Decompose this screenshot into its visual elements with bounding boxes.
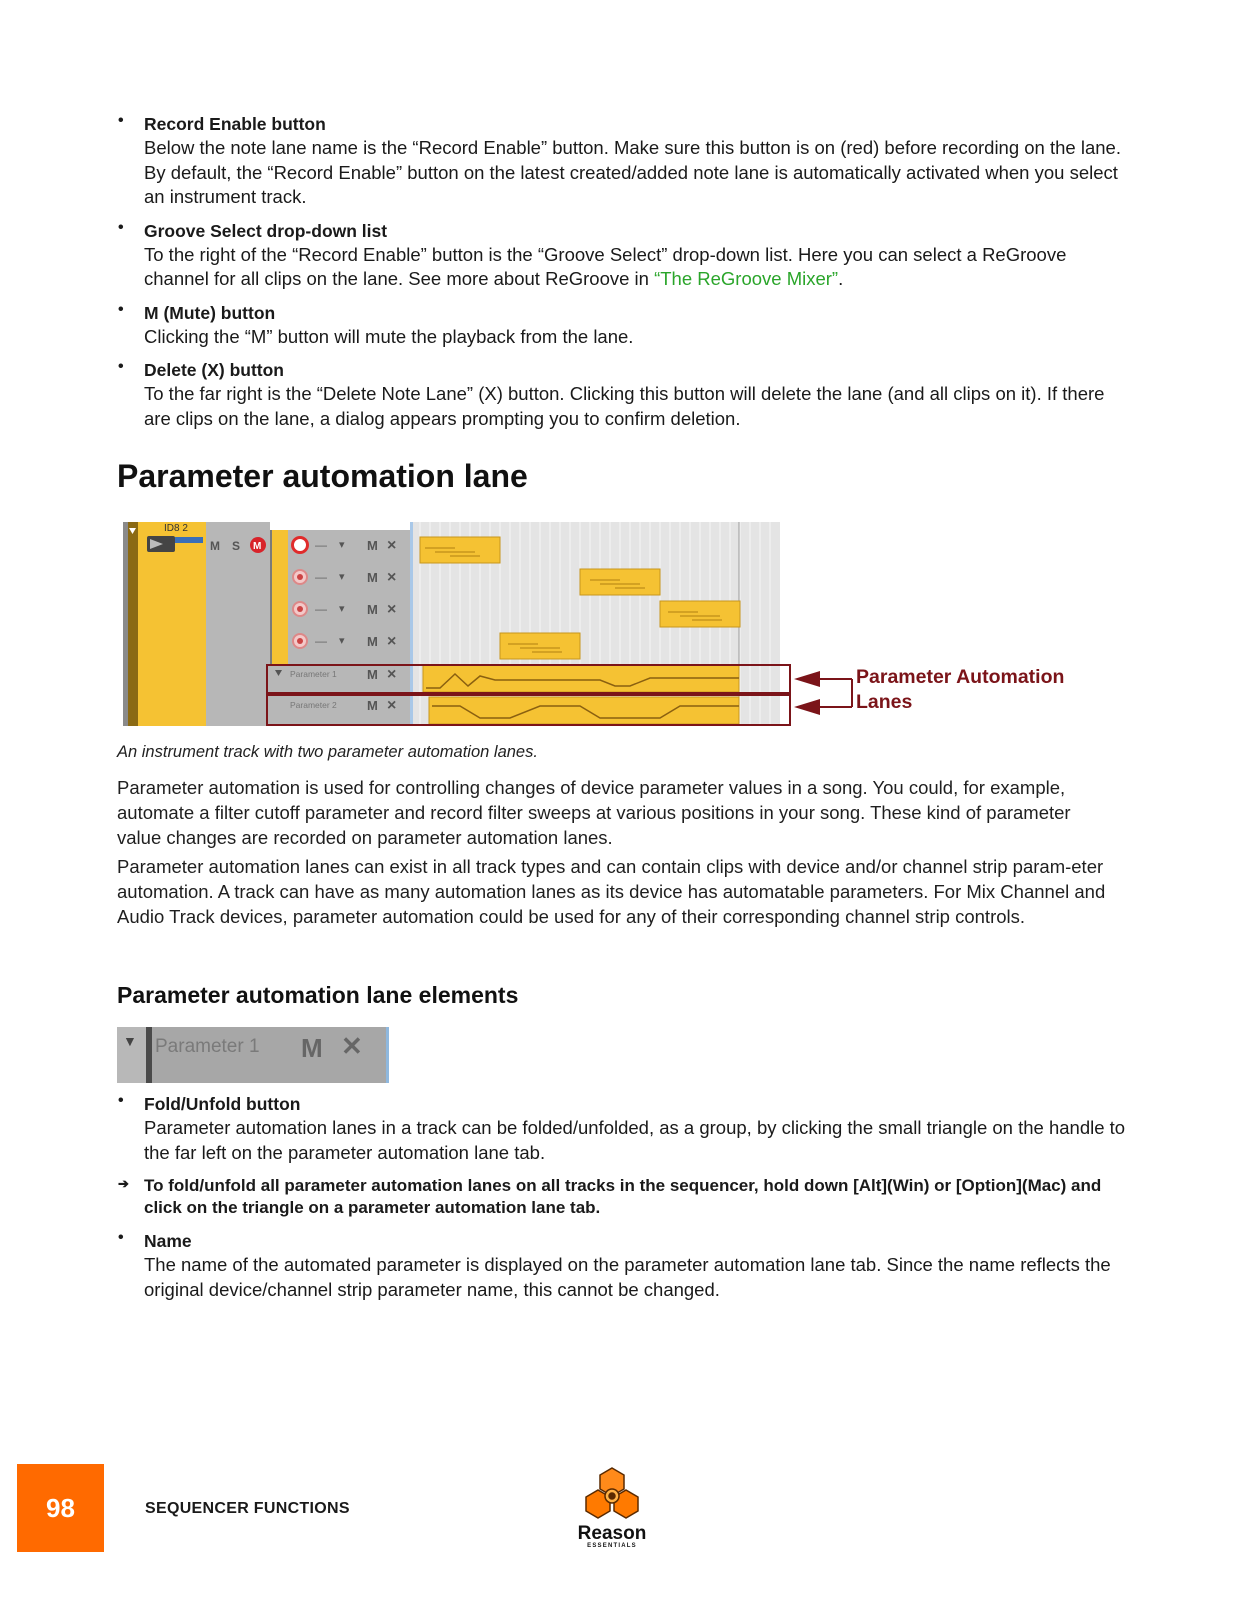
note-clip bbox=[580, 569, 660, 595]
note-item bbox=[118, 1175, 1128, 1219]
logo-subtitle: ESSENTIALS bbox=[587, 1543, 637, 1549]
bullet-icon: • bbox=[118, 1092, 124, 1109]
note-clip bbox=[420, 537, 500, 563]
svg-text:M: M bbox=[253, 541, 262, 552]
arrow-icon bbox=[794, 671, 820, 687]
track-solo-button: S bbox=[232, 539, 241, 553]
svg-text:×: × bbox=[387, 537, 397, 554]
reason-logo-icon bbox=[580, 1466, 644, 1524]
svg-text:M: M bbox=[367, 634, 378, 649]
svg-text:—: — bbox=[315, 538, 327, 552]
record-enable-button bbox=[293, 538, 308, 553]
subsection-heading: Parameter automation lane elements bbox=[117, 982, 519, 1008]
feature-list-automation-lane bbox=[118, 1092, 1128, 1302]
bullet-icon: • bbox=[118, 300, 124, 318]
item-title: M (Mute) button bbox=[144, 302, 276, 323]
sequencer-screenshot bbox=[120, 520, 795, 730]
note-text: To fold/unfold all parameter automation lanes on all tracks in the sequencer, hold down [Alt](Win) or [Option](Mac) and click on the triangle on a parameter automation lane tab. bbox=[144, 1176, 1102, 1217]
svg-text:M: M bbox=[367, 570, 378, 585]
paragraph: Parameter automation lanes can exist in all track types and can contain clips with device and/or channel strip param-eter automation. A track can have as many automation lanes as its device has automatable parameters. For Mix Channel and Audio Track devices, parameter automation could be used for any of their corresponding channel strip controls. bbox=[117, 856, 1106, 927]
delete-button[interactable]: ✕ bbox=[341, 1031, 363, 1061]
track-mute-button: M bbox=[210, 539, 220, 553]
bullet-icon: • bbox=[118, 112, 124, 129]
svg-text:—: — bbox=[315, 570, 327, 584]
svg-text:—: — bbox=[315, 634, 327, 648]
item-title: Delete (X) button bbox=[144, 360, 284, 380]
svg-text:×: × bbox=[387, 633, 397, 650]
section-heading: Parameter automation lane bbox=[117, 458, 528, 494]
list-item bbox=[118, 1092, 1128, 1165]
item-title: Record Enable button bbox=[144, 114, 326, 134]
page-number: 98 bbox=[17, 1464, 104, 1552]
svg-text:▾: ▾ bbox=[339, 571, 345, 583]
parameter-name: Parameter 1 bbox=[155, 1036, 260, 1057]
paragraph: Parameter automation is used for controlling changes of device parameter values in a song. You could, for example, automate a filter cutoff parameter and record filter sweeps at various positions in your song. These kind of parameter value changes are recorded on parameter automation lanes. bbox=[117, 777, 1071, 848]
bullet-icon: • bbox=[118, 218, 124, 236]
svg-text:M: M bbox=[367, 538, 378, 553]
callout-label: Parameter Automation Lanes bbox=[856, 666, 1065, 713]
list-item bbox=[118, 112, 1128, 210]
svg-text:×: × bbox=[387, 697, 397, 714]
svg-text:—: — bbox=[315, 602, 327, 616]
note-clip bbox=[660, 601, 740, 627]
automation-lane-tab bbox=[117, 1027, 389, 1083]
item-description: To the far right is the “Delete Note Lane” (X) button. Clicking this button will delete the lane (and all clips on it). If there are clips on the lane, a dialog appears prompting you to confirm deletion. bbox=[144, 383, 1105, 429]
regroove-mixer-link[interactable]: “The ReGroove Mixer” bbox=[654, 268, 839, 289]
chapter-title: SEQUENCER FUNCTIONS bbox=[145, 1500, 350, 1517]
item-title: Fold/Unfold button bbox=[144, 1094, 301, 1114]
bullet-icon: • bbox=[118, 1229, 124, 1246]
figure-caption: An instrument track with two parameter automation lanes. bbox=[117, 743, 538, 761]
svg-text:M: M bbox=[367, 602, 378, 617]
desc-text: . bbox=[838, 268, 844, 289]
fold-triangle-icon[interactable]: ▼ bbox=[123, 1033, 137, 1049]
sequencer-figure bbox=[120, 520, 795, 730]
item-description bbox=[144, 243, 1128, 292]
arrow-icon bbox=[794, 699, 820, 715]
svg-text:×: × bbox=[387, 666, 397, 683]
svg-text:M: M bbox=[367, 698, 378, 713]
list-item bbox=[118, 1229, 1128, 1302]
svg-text:×: × bbox=[387, 601, 397, 618]
arrow-icon: ➔ bbox=[118, 1176, 129, 1191]
item-title: Groove Select drop-down list bbox=[144, 220, 388, 241]
logo-wordmark: Reason bbox=[577, 1523, 647, 1544]
item-description: Parameter automation lanes in a track can be folded/unfolded, as a group, by clicking the small triangle on the handle to the far left on the parameter automation lane tab. bbox=[144, 1117, 1126, 1163]
item-description: The name of the automated parameter is displayed on the parameter automation lane tab. Since the name reflects the original device/channel strip parameter name, this cannot be changed. bbox=[144, 1254, 1111, 1300]
note-clip bbox=[500, 633, 580, 659]
list-item bbox=[118, 358, 1128, 431]
svg-text:×: × bbox=[387, 569, 397, 586]
svg-text:Parameter 1: Parameter 1 bbox=[290, 669, 337, 679]
item-title: Name bbox=[144, 1231, 192, 1251]
svg-text:▾: ▾ bbox=[339, 635, 345, 647]
bullet-icon: • bbox=[118, 358, 124, 375]
svg-text:Parameter 2: Parameter 2 bbox=[290, 700, 337, 710]
list-item bbox=[118, 301, 1128, 350]
track-color-strip bbox=[128, 522, 138, 726]
svg-text:▾: ▾ bbox=[339, 539, 345, 551]
list-item bbox=[118, 219, 1128, 292]
track-name: ID8 2 bbox=[164, 523, 188, 534]
item-description: Clicking the “M” button will mute the playback from the lane. bbox=[144, 325, 634, 347]
track-name-area bbox=[138, 522, 206, 726]
svg-text:M: M bbox=[367, 667, 378, 682]
callout-arrows bbox=[790, 660, 860, 720]
item-description: Below the note lane name is the “Record Enable” button. Make sure this button is on (red) before recording on the lane. By default, the “Record Enable” button on the latest created/added note lane is automatically activated when you select an instrument track. bbox=[144, 137, 1121, 207]
desc-text: To the right of the “Record Enable” button is the “Groove Select” drop-down list. Here you can select a ReGroove channel for all clips on the lane. See more about ReGroove in bbox=[144, 243, 1067, 289]
svg-text:▾: ▾ bbox=[339, 603, 345, 615]
automation-clip bbox=[429, 697, 739, 724]
mute-button[interactable]: M bbox=[301, 1033, 323, 1063]
feature-list-note-lane bbox=[118, 112, 1128, 431]
